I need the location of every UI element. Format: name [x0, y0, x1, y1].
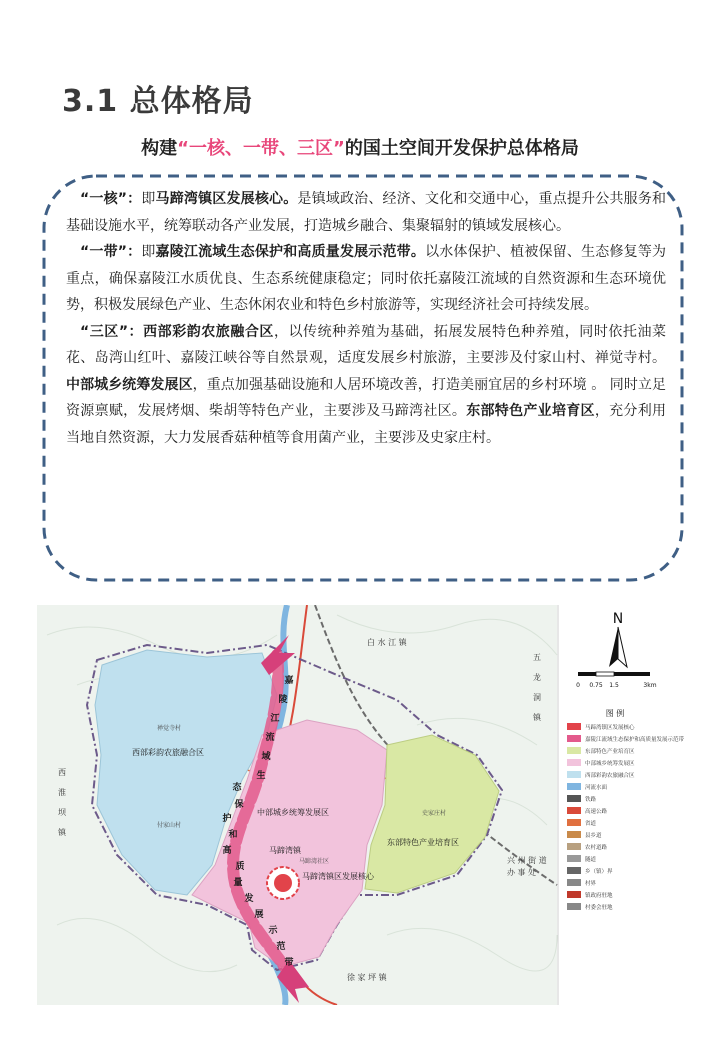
- paragraph: [66, 186, 666, 239]
- scale-tick-label: 3km: [643, 682, 657, 689]
- paragraph-text: 是镇域政治、经济、文化和交通中心，重点提升公共服务和基础设施水平，统筹联动各产业发展，打造城乡融合、集聚辐射的镇域发展核心。: [66, 191, 667, 234]
- legend-swatch: [567, 795, 581, 802]
- belt-label-char: 发: [244, 894, 254, 904]
- core-marker: [274, 874, 292, 892]
- belt-label-char: 陵: [278, 695, 288, 705]
- legend-item-label: 高速公路: [585, 809, 608, 815]
- belt-label-char: 展: [254, 910, 264, 920]
- legend-item-label: 乡（镇）界: [585, 869, 613, 875]
- belt-label-char: 嘉: [284, 676, 294, 686]
- page-title: 3.1 总体格局: [62, 84, 254, 119]
- paragraph: [66, 319, 666, 452]
- town-label-xingzhou-1: 兴 州 街 道: [507, 856, 547, 865]
- subtitle-prefix: 构建: [141, 138, 178, 159]
- legend-swatch: [567, 771, 581, 778]
- belt-label-char: 态: [232, 783, 242, 793]
- belt-label-char: 高: [222, 846, 232, 856]
- legend-swatch: [567, 723, 581, 730]
- legend-swatch: [567, 831, 581, 838]
- zone-label-central: 中部城乡统筹发展区: [257, 808, 329, 817]
- belt-label-char: 带: [284, 958, 294, 968]
- legend-item-label: 省道: [585, 821, 597, 827]
- legend-swatch: [567, 903, 581, 910]
- belt-label-char: 量: [233, 878, 243, 888]
- legend-swatch: [567, 843, 581, 850]
- legend-item-label: 铁路: [585, 797, 597, 803]
- legend-swatch: [567, 759, 581, 766]
- scale-tick-label: 0.75: [589, 682, 603, 689]
- town-label-char: 坝: [58, 808, 66, 817]
- page-subtitle: [0, 134, 720, 160]
- village-label: 马蹄湾社区: [299, 858, 330, 865]
- subtitle-accent: “一核、一带、三区”: [177, 138, 345, 159]
- legend-swatch: [567, 735, 581, 742]
- belt-label-char: 范: [276, 942, 286, 952]
- paragraph-keyword: 西部彩韵农旅融合区: [143, 323, 274, 340]
- town-label-char: 淮: [58, 788, 66, 797]
- belt-label-char: 护: [222, 814, 232, 824]
- legend-item-label: 隧道: [585, 857, 597, 863]
- belt-label-char: 江: [270, 714, 280, 724]
- spatial-layout-map: [37, 605, 687, 1005]
- paragraph-keyword: 中部城乡统筹发展区: [66, 376, 193, 393]
- legend-swatch: [567, 855, 581, 862]
- legend-swatch: [567, 867, 581, 874]
- belt-label-char: 流: [265, 733, 275, 743]
- legend-swatch: [567, 807, 581, 814]
- belt-label-char: 域: [261, 752, 271, 762]
- legend-item-label: 东部特色产业培育区: [585, 749, 635, 755]
- paragraph-keyword: “三区”：: [80, 323, 144, 340]
- legend-swatch: [567, 819, 581, 826]
- zone-label-east: 东部特色产业培育区: [387, 838, 459, 847]
- town-label-xujiaping: 徐 家 坪 镇: [347, 973, 387, 982]
- town-label-char: 镇: [533, 713, 541, 722]
- town-label-xingzhou-2: 办 事 处: [507, 868, 537, 877]
- scale-bar: [578, 672, 650, 676]
- paragraph-text: 即: [141, 191, 156, 207]
- town-label-char: 龙: [533, 673, 541, 682]
- paragraph: [66, 239, 666, 319]
- belt-label-char: 和: [228, 830, 238, 840]
- north-arrow-label: N: [612, 611, 624, 627]
- paragraph-keyword: 马蹄湾镇区发展核心。: [155, 191, 298, 207]
- paragraph-keyword: 东部特色产业培育区: [466, 403, 595, 419]
- subtitle-suffix: 的国土空间开发保护总体格局: [344, 138, 579, 159]
- legend-swatch: [567, 783, 581, 790]
- legend-item-label: 村委会驻地: [585, 905, 613, 911]
- description-text: [66, 186, 666, 451]
- belt-label-char: 质: [235, 862, 245, 872]
- belt-label-char: 保: [234, 800, 244, 810]
- legend-swatch: [567, 891, 581, 898]
- scale-tick-label: 1.5: [609, 682, 619, 689]
- legend-swatch: [567, 879, 581, 886]
- legend-item-label: 马蹄湾镇区发展核心: [585, 725, 635, 731]
- village-label: 史家庄村: [422, 810, 447, 817]
- paragraph-keyword: “一带”：: [80, 244, 142, 260]
- village-label: 付家山村: [157, 822, 182, 829]
- paragraph-text: 以水体保护、植被保留、生态修复等为重点，确保嘉陵江水质优良、生态系统健康稳定；同时依托嘉陵江流域的自然资源和生态环境优势，积极发展绿色产业、生态休闲农业和特色乡村旅游等，实现经济社会可持续发展。: [66, 244, 667, 313]
- legend-item-label: 嘉陵江流域生态保护和高质量发展示范带: [585, 737, 685, 743]
- paragraph-text: ，以传统种养殖为基础，拓展发展特色种养殖，同时依托油菜花、岛湾山红叶、嘉陵江峡谷等自然景观，适度发展乡村旅游，主要涉及付家山村、禅觉寺村。: [66, 323, 667, 366]
- legend-item-label: 西部彩韵农旅融合区: [585, 773, 635, 779]
- paragraph-keyword: “一核”：: [80, 191, 142, 207]
- paragraph-keyword: 嘉陵江流域生态保护和高质量发展示范带。: [155, 244, 426, 260]
- core-town-label: 马蹄湾镇: [269, 846, 301, 855]
- paragraph-text: 即: [141, 244, 156, 260]
- town-label-char: 五: [533, 653, 541, 662]
- village-label: 禅觉寺村: [157, 725, 182, 732]
- legend-item-label: 村界: [585, 881, 597, 887]
- town-label-char: 洞: [533, 693, 541, 702]
- town-label-char: 西: [58, 768, 66, 777]
- core-label-text: 马蹄湾镇区发展核心: [302, 872, 374, 881]
- belt-label-char: 示: [268, 926, 278, 936]
- legend-item-label: 农村道路: [585, 845, 608, 851]
- legend-item-label: 中部城乡统筹发展区: [585, 761, 635, 767]
- town-label-char: 镇: [58, 828, 66, 837]
- legend-title: 图 例: [605, 709, 625, 718]
- legend-item-label: 县乡道: [585, 833, 602, 839]
- legend-swatch: [567, 747, 581, 754]
- zone-label-west: 西部彩韵农旅融合区: [132, 748, 204, 757]
- legend-item-label: 河流水面: [585, 785, 608, 791]
- town-label-baishuijiang: 白 水 江 镇: [367, 638, 407, 647]
- scale-tick-label: 0: [576, 682, 580, 689]
- paragraph-text: ，重点加强基础设施和人居环境改善，打造美丽宜居的乡村环境 。 同时立足资源禀赋，发展烤烟、柴胡等特色产业，主要涉及马蹄湾社区。: [66, 376, 667, 419]
- belt-label-char: 生: [256, 771, 266, 781]
- paragraph-text: ，充分利用当地自然资源，大力发展香菇种植等食用菌产业，主要涉及史家庄村。: [66, 403, 667, 446]
- legend-item-label: 镇政府驻地: [585, 893, 613, 899]
- core-label: [302, 871, 375, 881]
